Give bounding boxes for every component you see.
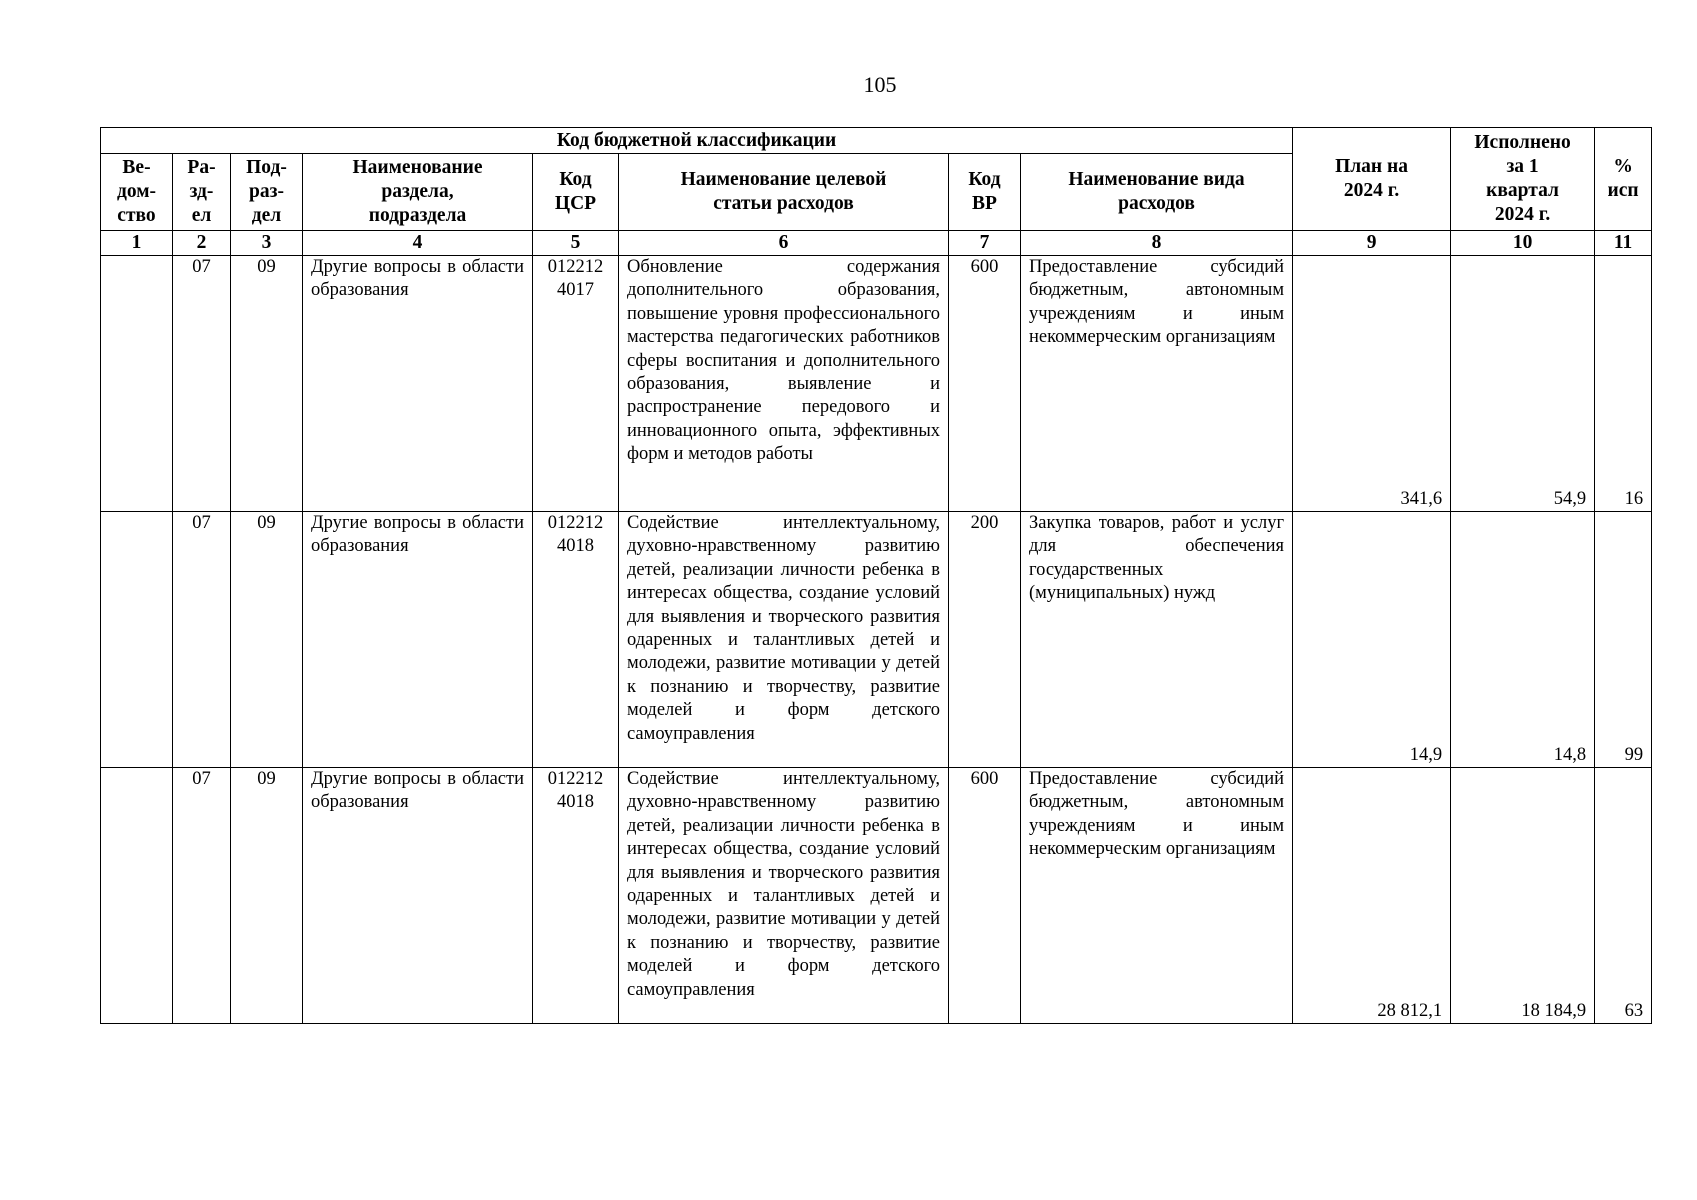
header-budget-classification: Код бюджетной классификации [101,128,1293,154]
header-csr [533,154,619,231]
header-csr-name-label: Наименование целевой статьи расходов [680,169,887,214]
cell-plan: 341,6 [1293,256,1451,512]
column-numbers-row [101,231,1652,256]
table-row [101,512,1652,768]
cell-percent: 99 [1595,512,1652,768]
header-podrazdel [231,154,303,231]
column-number: 11 [1595,231,1652,256]
column-number: 8 [1021,231,1293,256]
cell-csr: 012212 4018 [533,768,619,1024]
header-vr-label: Код ВР [968,169,1001,214]
column-number: 10 [1451,231,1595,256]
cell-podrazdel: 09 [231,768,303,1024]
cell-razdel-name: Другие вопросы в области образования [303,256,533,512]
header-vr [949,154,1021,231]
page-number: 105 [863,72,897,97]
cell-ved [101,256,173,512]
cell-csr: 012212 4018 [533,512,619,768]
cell-executed: 18 184,9 [1451,768,1595,1024]
header-razdel-label: Ра- зд- ел [187,157,216,226]
cell-percent: 16 [1595,256,1652,512]
budget-table [100,127,1652,1024]
header-ved [101,154,173,231]
cell-executed: 14,8 [1451,512,1595,768]
cell-vr-name: Закупка товаров, работ и услуг для обеспечения государственных (муниципальных) нужд [1021,512,1293,768]
cell-razdel: 07 [173,768,231,1024]
cell-razdel-name: Другие вопросы в области образования [303,768,533,1024]
cell-ved [101,512,173,768]
header-ved-label: Ве- дом- ство [116,157,157,226]
column-number: 1 [101,231,173,256]
header-group-row [101,128,1652,154]
cell-csr-name: Обновление содержания дополнительного образования, повышение уровня профессионального мастерства педагогических работников сферы воспитания и дополнительного образования, выявление и распространение передового и инновационного опыта, эффективных форм и методов работы [619,256,949,512]
header-podrazdel-label: Под- раз- дел [246,157,287,226]
cell-plan: 28 812,1 [1293,768,1451,1024]
column-number: 2 [173,231,231,256]
header-executed-label: Исполнено за 1 квартал 2024 г. [1474,132,1571,225]
header-plan-label: План на 2024 г. [1335,156,1409,201]
column-number: 6 [619,231,949,256]
column-number: 9 [1293,231,1451,256]
cell-razdel: 07 [173,256,231,512]
header-vr-name-label: Наименование вида расходов [1068,169,1245,214]
cell-executed: 54,9 [1451,256,1595,512]
cell-vr: 600 [949,768,1021,1024]
header-csr-label: Код ЦСР [554,169,597,214]
cell-percent: 63 [1595,768,1652,1024]
cell-vr-name: Предоставление субсидий бюджетным, автономным учреждениям и иным некоммерческим организациям [1021,768,1293,1024]
cell-razdel: 07 [173,512,231,768]
column-number: 7 [949,231,1021,256]
header-razdel-name-label: Наименование раздела, подраздела [352,157,483,226]
cell-csr-name: Содействие интеллектуальному, духовно-нравственному развитию детей, реализации личности ребенка в интересах общества, создание условий для выявления и творческого развития одаренных и талантливых детей и молодежи, развитие мотивации у детей к познанию и творчеству, развитие моделей и форм детского самоуправления [619,768,949,1024]
cell-vr: 200 [949,512,1021,768]
header-percent-label: % исп [1607,156,1639,201]
cell-vr: 600 [949,256,1021,512]
header-plan [1293,128,1451,231]
table-row [101,768,1652,1024]
cell-razdel-name: Другие вопросы в области образования [303,512,533,768]
cell-podrazdel: 09 [231,512,303,768]
cell-ved [101,768,173,1024]
cell-csr-name: Содействие интеллектуальному, духовно-нравственному развитию детей, реализации личности ребенка в интересах общества, создание условий для выявления и творческого развития одаренных и талантливых детей и молодежи, развитие мотивации у детей к познанию и творчеству, развитие моделей и форм детского самоуправления [619,512,949,768]
header-razdel [173,154,231,231]
cell-podrazdel: 09 [231,256,303,512]
cell-plan: 14,9 [1293,512,1451,768]
header-razdel-name [303,154,533,231]
column-number: 5 [533,231,619,256]
column-number: 3 [231,231,303,256]
table-row [101,256,1652,512]
header-executed [1451,128,1595,231]
header-vr-name [1021,154,1293,231]
header-csr-name [619,154,949,231]
header-percent [1595,128,1652,231]
column-number: 4 [303,231,533,256]
cell-vr-name: Предоставление субсидий бюджетным, автономным учреждениям и иным некоммерческим организациям [1021,256,1293,512]
cell-csr: 012212 4017 [533,256,619,512]
